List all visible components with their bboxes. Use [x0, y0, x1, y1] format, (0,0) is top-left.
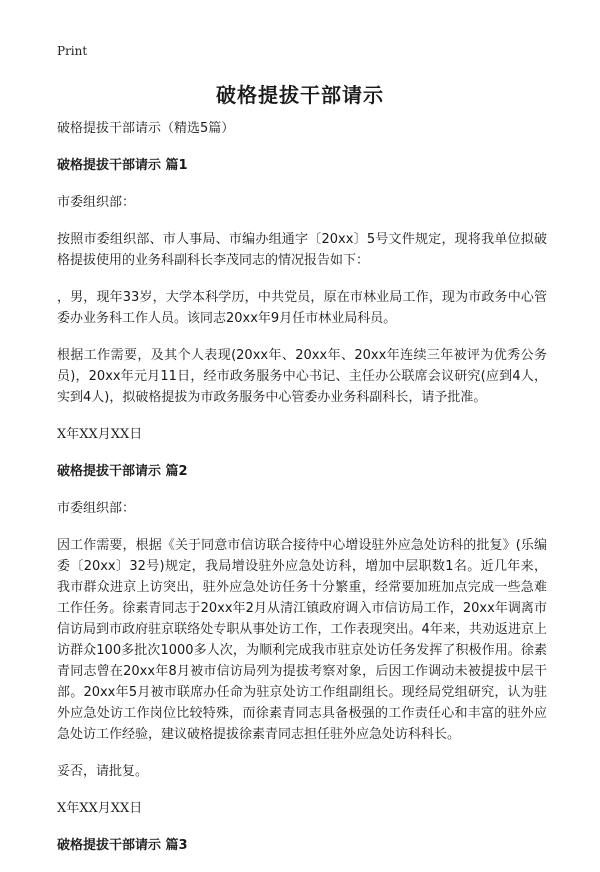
section-1-date: X年XX月XX日 [57, 427, 143, 442]
document-title: 破格提拔干部请示 [216, 83, 384, 107]
section-heading-1: 破格提拔干部请示 篇1 [57, 158, 188, 173]
section-1-paragraph-3: 根据工作需要，及其个人表现(20xx年、20xx年、20xx年连续三年被评为优秀公务员)，20xx年元月11日，经市政务服务中心书记、主任办公联席会议研究(应到4人，实到4人)，拟破格提拔为市政务服务中心管委办业务科副科长，请予批准。 [57, 348, 547, 405]
section-2-paragraph-1: 因工作需要，根据《关于同意市信访联合接待中心增设驻外应急处访科的批复》(乐编委〔20xx〕32号)规定，我局增设驻外应急处访科，增加中层职数1名。近几年来，我市群众进京上访突出，驻外应急处访任务十分繁重，经常要加班加点完成一些急难工作任务。徐素青同志于20xx年2月从清江镇政府调入市信访局工作，20xx年调离市信访局到市政府驻京联络处专职从事处访工作，工作表现突出。4年来，共劝返进京上访群众100多批次1000多人次，为顺利完成我市驻京处访任务发挥了积极作用。徐素青同志曾在20xx年8月被市信访局列为提拔考察对象，后因工作调动未被提拔中层干部。20xx年5月被市联席办任命为驻京处访工作组副组长。现经局党组研究，认为驻外应急处访工作岗位比较特殊，而徐素青同志具备极强的工作责任心和丰富的驻外应急处访工作经验，建议破格提拔徐素青同志担任驻外应急处访科科长。 [57, 538, 547, 742]
print-label[interactable]: Print [57, 44, 88, 58]
section-2-date: X年XX月XX日 [57, 801, 143, 816]
document-subtitle: 破格提拔干部请示（精选5篇） [57, 121, 235, 136]
section-heading-2: 破格提拔干部请示 篇2 [57, 464, 188, 479]
section-1-paragraph-2: ，男，现年33岁，大学本科学历，中共党员，原在市林业局工作，现为市政务中心管委办业务科工作人员。该同志20xx年9月任市林业局科员。 [57, 290, 547, 326]
section-heading-3: 破格提拔干部请示 篇3 [57, 838, 188, 853]
section-2-paragraph-2: 妥否，请批复。 [57, 764, 149, 779]
section-1-salutation: 市委组织部： [57, 195, 136, 210]
section-1-paragraph-1: 按照市委组织部、市人事局、市编办组通字〔20xx〕5号文件规定，现将我单位拟破格提拔使用的业务科副科长李茂同志的情况报告如下： [57, 232, 547, 268]
document-body [57, 118, 547, 872]
section-2-salutation: 市委组织部： [57, 501, 136, 516]
